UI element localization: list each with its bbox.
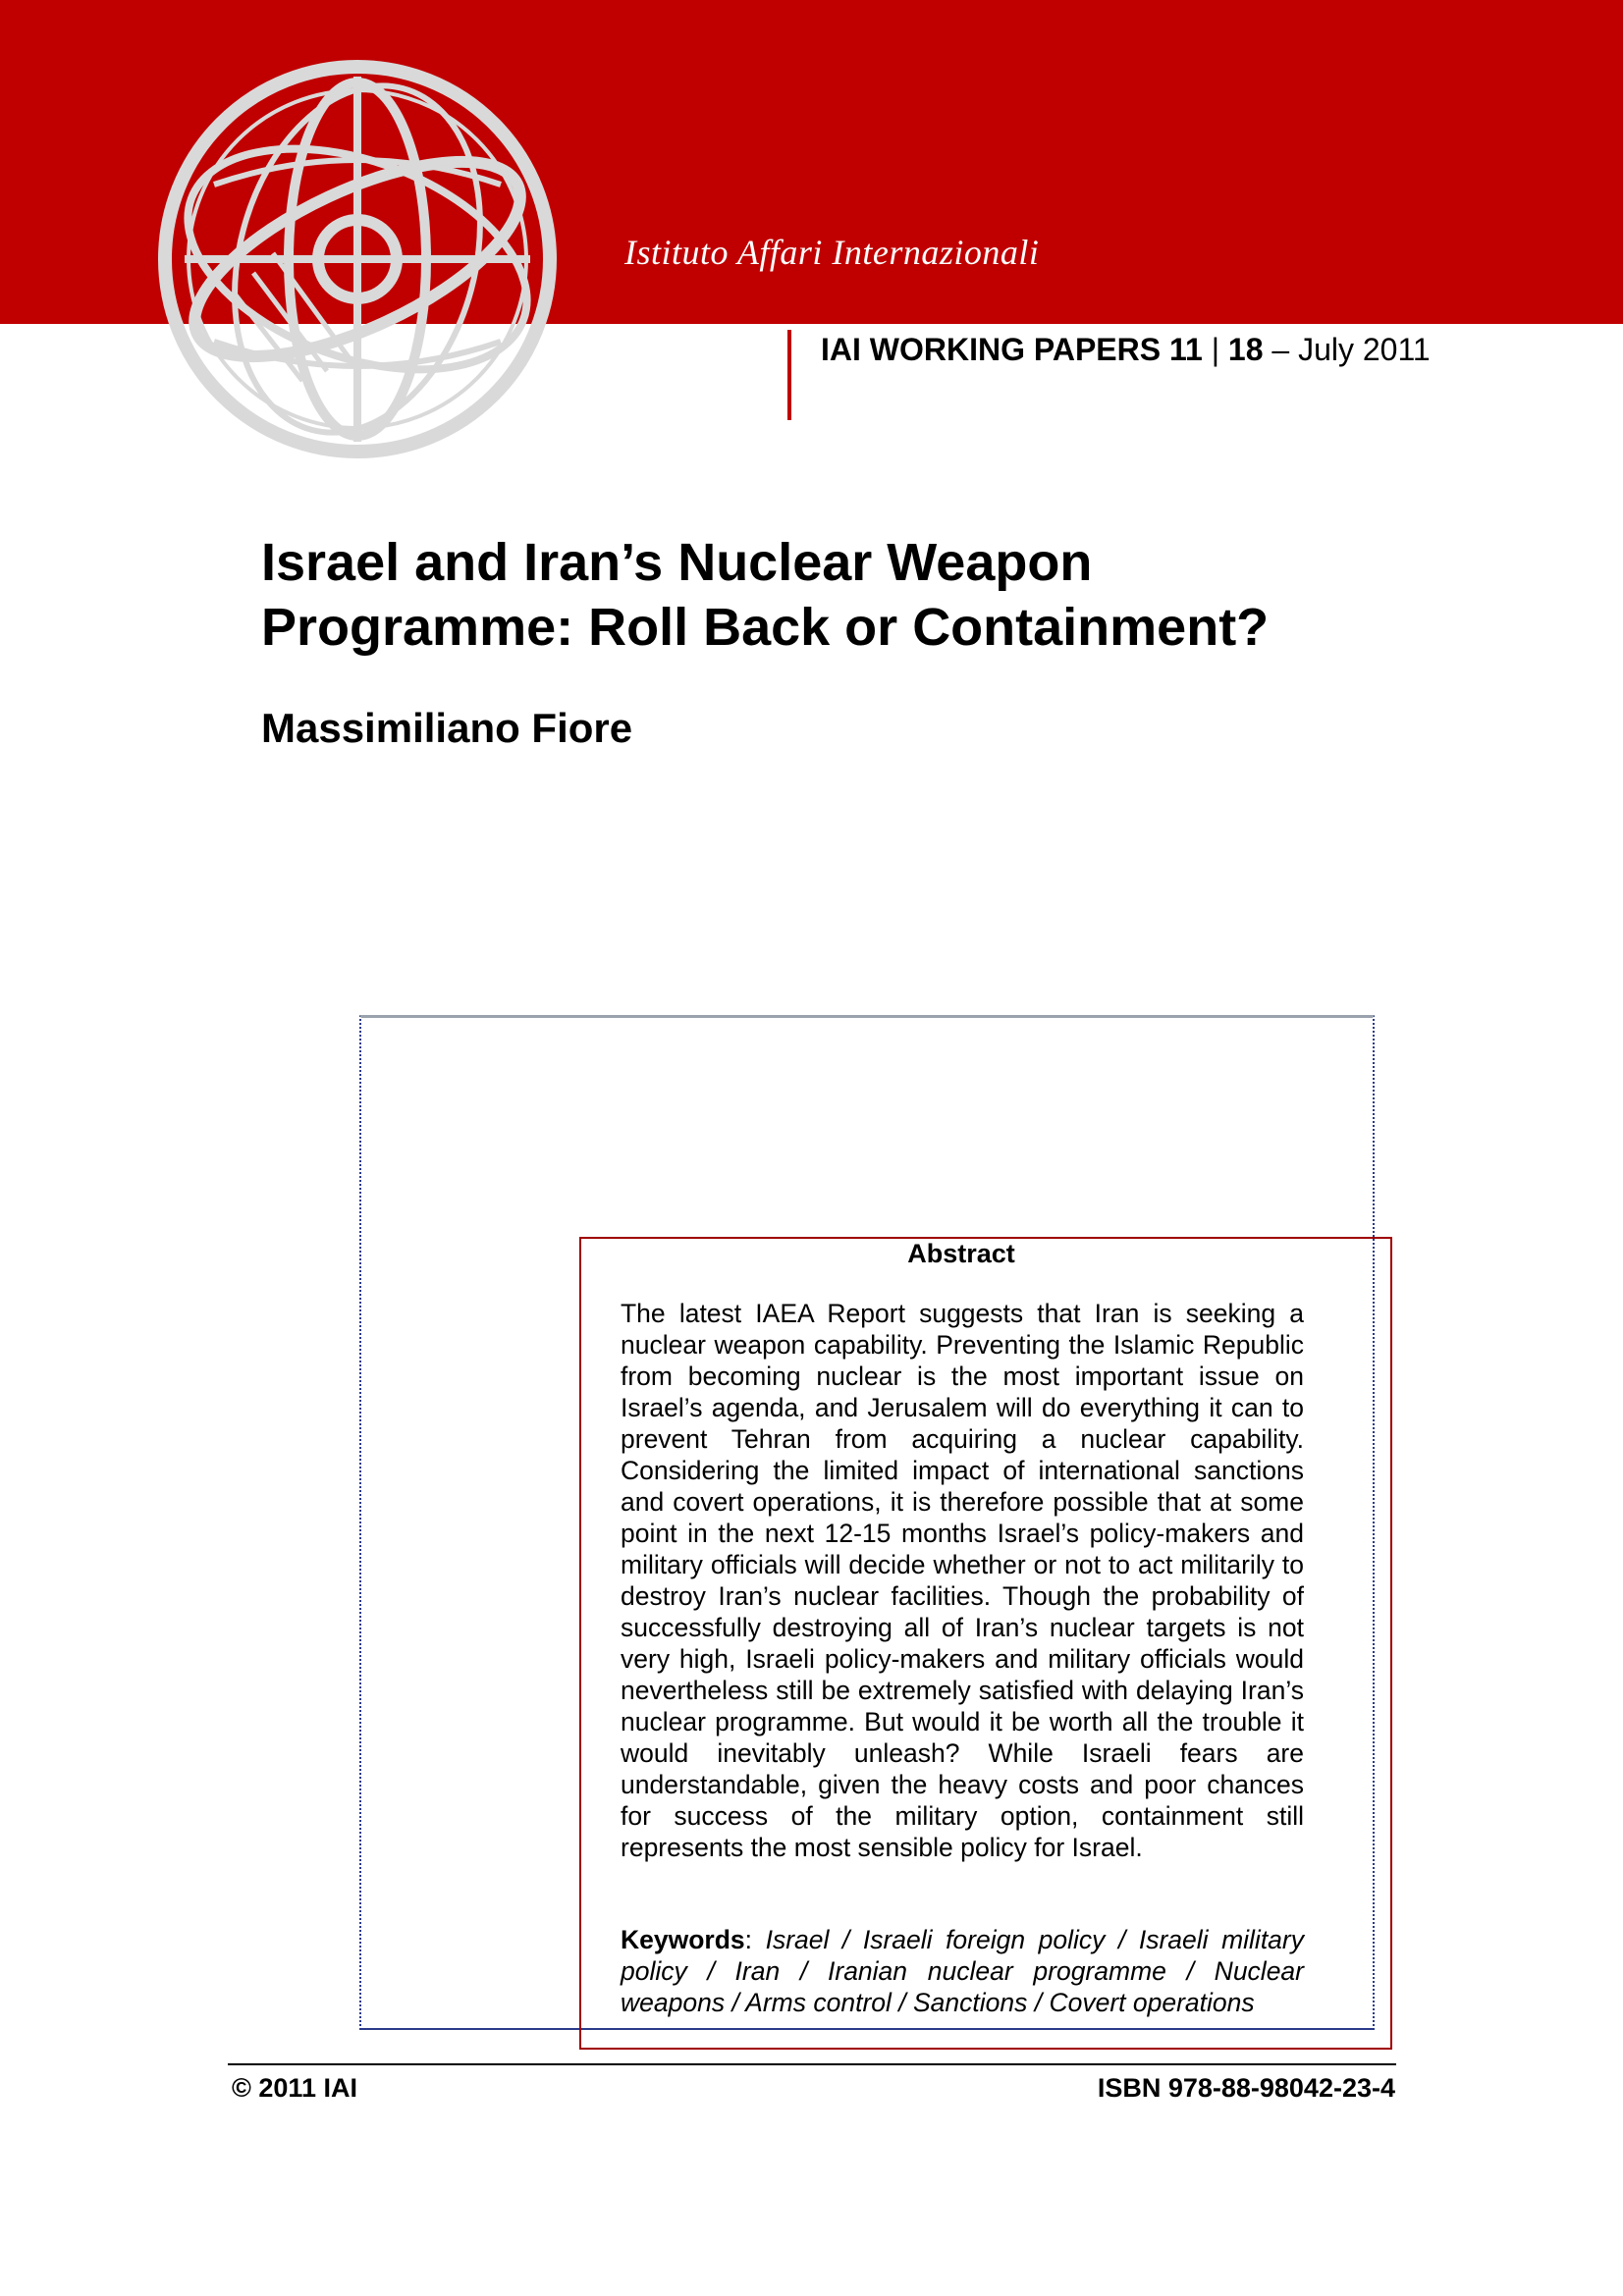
keywords-label: Keywords bbox=[621, 1925, 745, 1954]
keywords-list: Israel / Israeli foreign policy / Israeli military policy / Iran / Iranian nuclear programme / Nuclear weapons / Arms control / Sanctions / Covert operations bbox=[621, 1925, 1304, 2017]
paper-title-line-2: Programme: Roll Back or Containment? bbox=[261, 598, 1270, 657]
paper-title-line-1: Israel and Iran’s Nuclear Weapon bbox=[261, 533, 1093, 592]
author-name: Massimiliano Fiore bbox=[261, 705, 633, 751]
paper-title bbox=[261, 530, 1439, 660]
keywords-separator: : bbox=[744, 1925, 766, 1954]
abstract-heading: Abstract bbox=[907, 1239, 1015, 1268]
institute-name: Istituto Affari Internazionali bbox=[624, 233, 1040, 272]
abstract-body: The latest IAEA Report suggests that Iran is seeking a nuclear weapon capability. Preventing the Islamic Republic from becoming nuclear is the most important issue on Israel’s agenda, and Jerusalem will do everything it can to prevent Tehran from acquiring a nuclear capability. Considering the limited impact of international sanctions and covert operations, it is therefore possible that at some point in the next 12-15 months Israel’s policy-makers and military officials will decide whether or not to act militarily to destroy Iran’s nuclear facilities. Though the probability of successfully destroying all of Iran’s nuclear targets is not very high, Israeli policy-makers and military officials would nevertheless still be extremely satisfied with delaying Iran’s nuclear programme. But would it be worth all the trouble it would inevitably unleash? While Israeli fears are understandable, given the heavy costs and poor chances for success of the military option, containment still represents the most sensible policy for Israel. bbox=[621, 1299, 1304, 1862]
series-line bbox=[821, 332, 1431, 368]
series-separator: | bbox=[1202, 332, 1228, 367]
armillary-sphere-logo-icon bbox=[155, 57, 560, 461]
series-number: 18 bbox=[1227, 332, 1264, 367]
series-date: – July 2011 bbox=[1263, 332, 1431, 367]
keywords bbox=[621, 1924, 1304, 2018]
isbn: ISBN 978-88-98042-23-4 bbox=[1097, 2073, 1395, 2103]
series-divider bbox=[787, 330, 791, 420]
footer-divider bbox=[228, 2063, 1396, 2065]
copyright: © 2011 IAI bbox=[232, 2073, 357, 2103]
series-label: IAI WORKING PAPERS 11 bbox=[821, 332, 1203, 367]
